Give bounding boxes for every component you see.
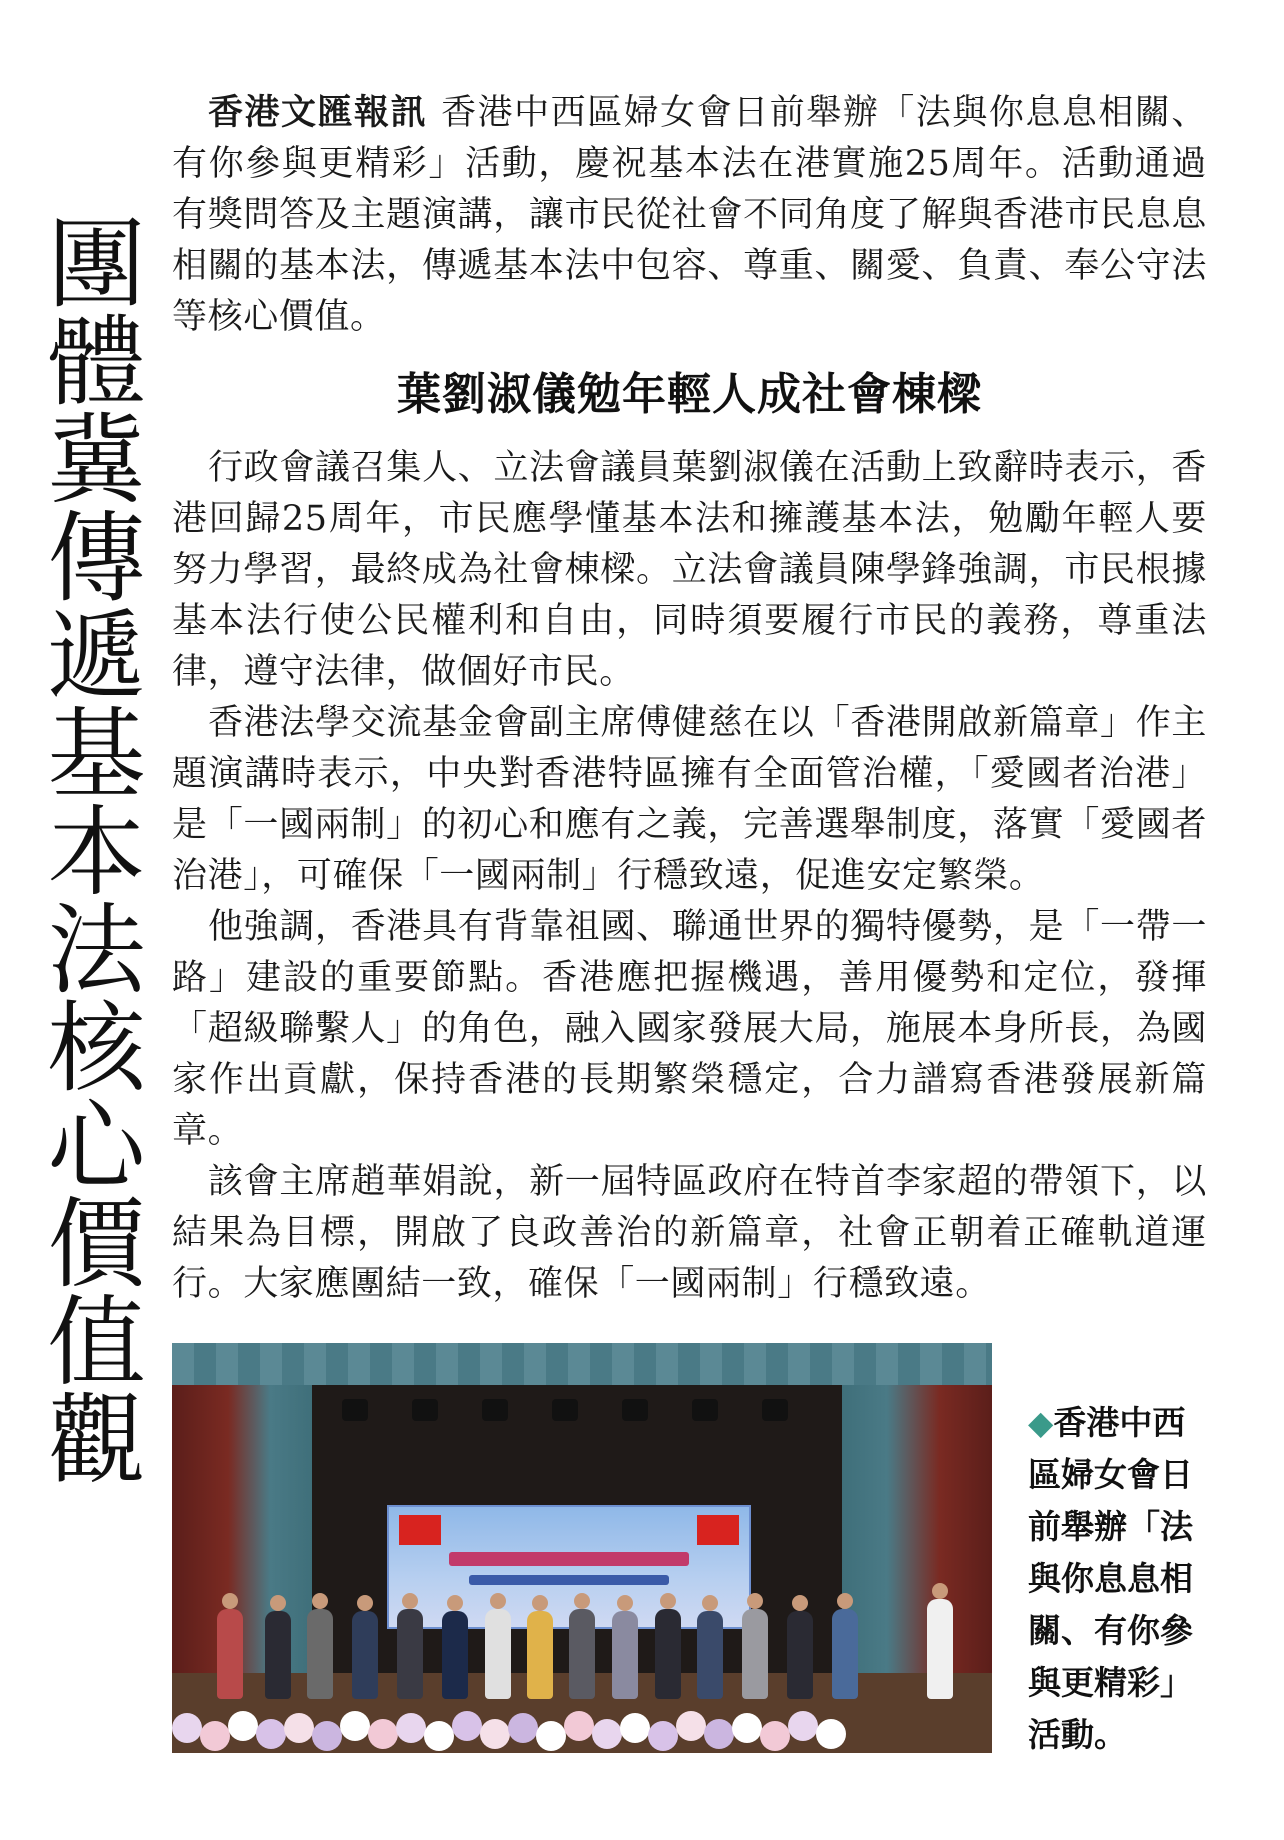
caption-text: 香港中西區婦女會日前舉辦「法與你息息相關、有你參與更精彩」活動。: [1028, 1403, 1193, 1754]
stage-light: [552, 1399, 578, 1421]
event-photo: [172, 1343, 992, 1753]
paragraph-3: 他強調，香港具有背靠祖國、聯通世界的獨特優勢，是「一帶一路」建設的重要節點。香港應把握機遇，善用優勢和定位，發揮「超級聯繫人」的角色，融入國家發展大局，施展本身所長，為國家作出貢獻，保持香港的長期繁榮穩定，合力譜寫香港發展新篇章。: [172, 907, 1207, 1151]
banner-subtitle-graphic: [469, 1575, 669, 1585]
banner-title-graphic: [449, 1552, 689, 1566]
lead-text: 香港中西區婦女會日前舉辦「法與你息息相關、有你參與更精彩」活動，慶祝基本法在港實施25周年。活動通過有獎問答及主題演講，讓市民從社會不同角度了解與香港市民息息相關的基本法，傳遞基本法中包容、尊重、關愛、負責、奉公守法等核心價值。: [172, 93, 1207, 337]
stage-light: [622, 1399, 648, 1421]
stage-lights: [322, 1391, 842, 1431]
stage-light: [762, 1399, 788, 1421]
paragraph-2: 香港法學交流基金會副主席傅健慈在以「香港開啟新篇章」作主題演講時表示，中央對香港特區擁有全面管治權，「愛國者治港」是「一國兩制」的初心和應有之義，完善選舉制度，落實「愛國者治港」，可確保「一國兩制」行穩致遠，促進安定繁榮。: [172, 703, 1207, 896]
diamond-bullet-icon: ◆: [1028, 1403, 1054, 1442]
subheading: 葉劉淑儀勉年輕人成社會棟樑: [397, 369, 982, 420]
stage-light: [482, 1399, 508, 1421]
hk-flag-icon: [697, 1515, 739, 1545]
article-body: [172, 88, 1207, 1310]
stage-light: [342, 1399, 368, 1421]
stage-light: [412, 1399, 438, 1421]
curtain-valance: [172, 1343, 992, 1385]
lead-paragraph: [172, 88, 1207, 343]
paragraph-4: 該會主席趙華娟說，新一屆特區政府在特首李家超的帶領下，以結果為目標，開啟了良政善治的新篇章，社會正朝着正確軌道運行。大家應團結一致，確保「一國兩制」行穩致遠。: [172, 1162, 1207, 1304]
vertical-headline: 團體冀傳遞基本法核心價值觀: [31, 212, 145, 1486]
event-banner: [387, 1505, 751, 1629]
stage-light: [692, 1399, 718, 1421]
china-flag-icon: [399, 1515, 441, 1545]
dateline: 香港文匯報訊: [208, 93, 428, 133]
paragraph-1: 行政會議召集人、立法會議員葉劉淑儀在活動上致辭時表示，香港回歸25周年，市民應學懂基本法和擁護基本法，勉勵年輕人要努力學習，最終成為社會棟樑。立法會議員陳學鋒強調，市民根據基本法行使公民權利和自由，同時須要履行市民的義務，尊重法律，遵守法律，做個好市民。: [172, 448, 1207, 692]
photo-caption: [1028, 1397, 1218, 1761]
balloon-decoration: [172, 1703, 992, 1753]
